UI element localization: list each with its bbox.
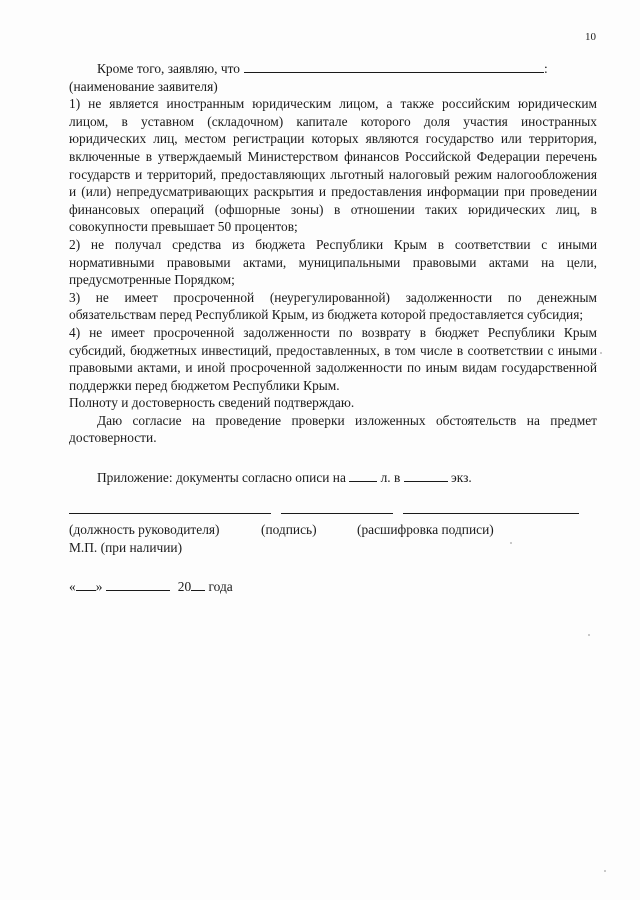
year-blank[interactable] xyxy=(191,578,205,591)
signature-lines xyxy=(69,503,597,521)
signature-line[interactable] xyxy=(281,513,393,514)
year-prefix: 20 xyxy=(177,579,192,595)
applicant-name-blank[interactable] xyxy=(244,60,544,73)
applicant-label: (наименование заявителя) xyxy=(69,78,218,94)
consent-text: Даю согласие на проведение проверки изложенных обстоятельств на предмет достоверности. xyxy=(69,412,597,446)
date-line xyxy=(69,578,597,596)
scan-speck xyxy=(588,634,590,636)
copies-count-blank[interactable] xyxy=(404,469,448,482)
statement-item-3: 3) не имеет просроченной (неурегулированной) задолженности по денежным обязательствам перед Республикой Крым, из бюджета которой предоставляется субсидия; xyxy=(69,289,597,323)
attachment-prefix: Приложение: документы согласно описи на xyxy=(97,470,346,486)
intro-suffix: : xyxy=(543,61,548,76)
intro-line xyxy=(69,60,597,78)
attachment-middle: л. в xyxy=(380,470,401,486)
decoding-line[interactable] xyxy=(403,513,579,514)
attachment-line xyxy=(69,469,597,487)
date-close-quote: » xyxy=(95,579,103,595)
scan-speck xyxy=(600,352,602,354)
scan-speck xyxy=(604,870,606,872)
document-body xyxy=(69,60,597,596)
day-blank[interactable] xyxy=(76,578,96,591)
date-open-quote: « xyxy=(69,579,76,595)
year-suffix: года xyxy=(208,579,233,595)
statement-item-2: 2) не получал средства из бюджета Республики Крым в соответствии с иными нормативными правовыми актами, муниципальными правовыми актами на цели, предусмотренные Порядком; xyxy=(69,236,597,288)
month-blank[interactable] xyxy=(106,578,170,591)
signature-caption: (подпись) xyxy=(261,521,317,537)
stamp-label: М.П. (при наличии) xyxy=(69,539,183,555)
attachment-suffix: экз. xyxy=(451,470,472,486)
intro-text: Кроме того, заявляю, что xyxy=(97,61,240,76)
statement-item-4: 4) не имеет просроченной задолженности по возврату в бюджет Республики Крым субсидий, бюджетных инвестиций, предоставленных, в том числе в соответствии с иными правовыми актами, и иной просроченной задолженности по иным видам государственной поддержки перед бюджетом Республики Крым. xyxy=(69,324,597,393)
sheets-count-blank[interactable] xyxy=(349,469,377,482)
position-caption: (должность руководителя) xyxy=(69,521,220,537)
page-number: 10 xyxy=(585,31,596,43)
signature-captions xyxy=(69,521,597,539)
statement-item-1: 1) не является иностранным юридическим лицом, а также российским юридическим лицом, в уставном (складочном) капитале которого доля участия иностранных юридических лиц, местом регистрации которых являются государство или территория, включенные в утверждаемый Министерством финансов Российской Федерации перечень государств и территорий, предоставляющих льготный налоговый режим налогообложения и (или) непредусматривающих раскрытия и предоставления информации при проведении финансовых операций (офшорные зоны) в отношении таких юридических лиц, в совокупности превышает 50 процентов; xyxy=(69,96,597,235)
scan-speck xyxy=(510,542,512,544)
decoding-caption: (расшифровка подписи) xyxy=(357,521,494,537)
position-line[interactable] xyxy=(69,513,271,514)
confirmation-text: Полноту и достоверность сведений подтверждаю. xyxy=(69,395,355,411)
